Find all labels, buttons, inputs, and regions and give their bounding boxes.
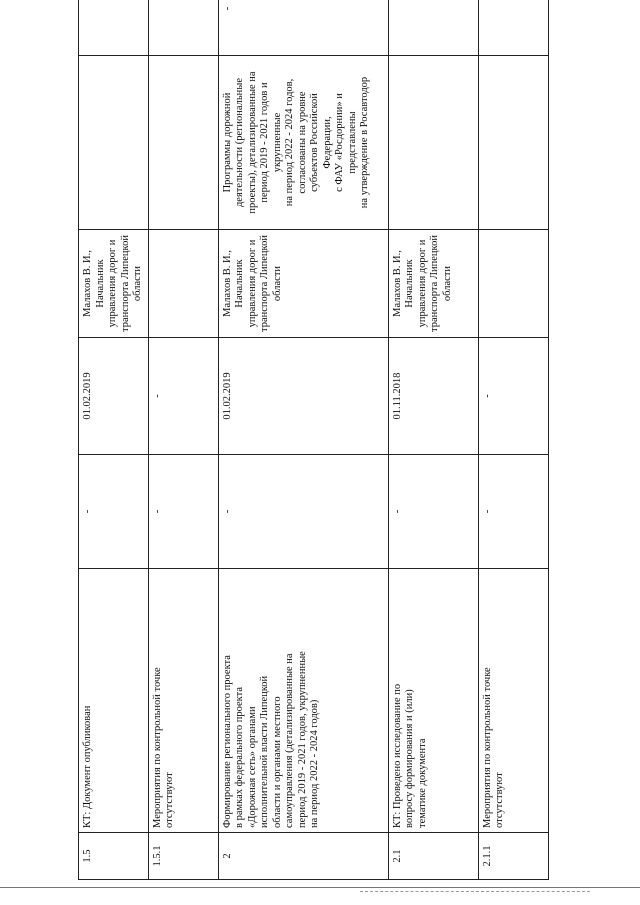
- row-start-date-cell: -: [478, 455, 548, 569]
- result-line: Программы дорожной: [221, 92, 233, 193]
- resp-line: управления дорог и: [246, 239, 258, 328]
- name-line: период 2019 - 2021 годов, укрупненные: [296, 651, 308, 828]
- row-result-cell: [79, 56, 149, 230]
- footer-rule: [0, 887, 640, 888]
- row-check-cell: [388, 0, 478, 56]
- row-end-date-cell: -: [148, 338, 218, 455]
- resp-line: управления дорог и: [107, 239, 118, 328]
- footer-rule-dashed: [360, 891, 590, 892]
- row-result-cell: [148, 56, 218, 230]
- resp-line: Начальник: [94, 259, 106, 308]
- name-line: области и органами местного: [271, 696, 283, 828]
- name-line: КТ: Проведено исследование по: [391, 683, 403, 828]
- resp-line: транспорта Липецкой: [119, 235, 131, 332]
- name-line: в рамках федерального проекта: [234, 686, 245, 828]
- row-start-date-cell: -: [218, 455, 388, 569]
- result-line: Федерации,: [321, 116, 333, 169]
- name-line: Мероприятия по контрольной точке: [151, 667, 163, 828]
- result-line: представлены: [346, 111, 358, 174]
- table-row: [148, 0, 218, 880]
- result-line: согласованы на уровне: [296, 91, 308, 194]
- name-line: на период 2022 - 2024 годов): [309, 699, 320, 828]
- resp-line: управления дорог и: [416, 239, 428, 328]
- row-start-date-cell: -: [388, 455, 478, 569]
- row-responsible-cell: [79, 230, 149, 338]
- row-check-cell: -: [218, 0, 388, 56]
- resp-line: Начальник: [234, 259, 245, 308]
- resp-line: Малахов В. И.,: [221, 250, 233, 317]
- name-line: тематике документа: [416, 738, 428, 828]
- row-responsible-cell: [218, 230, 388, 338]
- result-line: укрупненные: [271, 112, 283, 173]
- plan-table-body: [79, 0, 549, 880]
- table-row: [478, 0, 548, 880]
- name-line: самоуправления (детализированные на: [284, 653, 295, 828]
- result-line: период 2019 - 2021 годов и: [259, 82, 270, 203]
- name-line: Формирование регионального проекта: [221, 655, 233, 828]
- table-row: [79, 0, 149, 880]
- row-end-date-cell: 01.02.2019: [79, 338, 149, 455]
- row-result-cell: [218, 56, 388, 230]
- table-row: [388, 0, 478, 880]
- name-line: отсутствуют: [164, 772, 175, 828]
- row-number-cell: 1.5: [79, 833, 149, 880]
- row-start-date-cell: -: [79, 455, 149, 569]
- row-responsible-cell: [148, 230, 218, 338]
- table-row: [218, 0, 388, 880]
- row-name-cell: [148, 569, 218, 833]
- name-line: исполнительной власти Липецкой: [259, 675, 270, 828]
- resp-line: области: [132, 265, 143, 302]
- name-line: КТ: Документ опубликован: [82, 705, 93, 828]
- result-line: на период 2022 - 2024 годов,: [284, 78, 295, 207]
- resp-line: Начальник: [404, 259, 415, 308]
- row-name-cell: [478, 569, 548, 833]
- row-result-cell: [478, 56, 548, 230]
- row-number-cell: 2.1.1: [478, 833, 548, 880]
- row-result-cell: [388, 56, 478, 230]
- result-line: субъектов Российской: [309, 93, 320, 192]
- row-name-cell: [218, 569, 388, 833]
- resp-line: транспорта Липецкой: [429, 235, 440, 332]
- row-number-cell: 2.1: [388, 833, 478, 880]
- name-line: вопросу формирования и (или): [404, 689, 415, 828]
- resp-line: области: [271, 265, 283, 302]
- resp-line: транспорта Липецкой: [259, 235, 270, 332]
- row-check-cell: [148, 0, 218, 56]
- row-check-cell: [79, 0, 149, 56]
- row-name-cell: [388, 569, 478, 833]
- row-responsible-cell: [388, 230, 478, 338]
- row-number-cell: 2: [218, 833, 388, 880]
- plan-table: [78, 0, 549, 880]
- row-number-cell: 1.5.1: [148, 833, 218, 880]
- rotated-table-wrapper: [78, 6, 585, 880]
- row-responsible-cell: [478, 230, 548, 338]
- result-line: с ФАУ «Росдорнии» и: [334, 93, 345, 192]
- name-line: «Дорожная сеть» органами: [246, 706, 258, 828]
- name-line: отсутствуют: [494, 772, 505, 828]
- result-line: деятельности (региональные: [234, 77, 245, 208]
- row-end-date-cell: 01.02.2019: [218, 338, 388, 455]
- row-name-cell: [79, 569, 149, 833]
- resp-line: Малахов В. И.,: [82, 250, 93, 317]
- row-end-date-cell: -: [478, 338, 548, 455]
- resp-line: Малахов В. И.,: [391, 250, 403, 317]
- row-end-date-cell: 01.11.2018: [388, 338, 478, 455]
- name-line: Мероприятия по контрольной точке: [481, 667, 493, 828]
- result-line: на утверждение в Росавтодор: [359, 76, 370, 209]
- result-line: проекты), детализированные на: [246, 71, 258, 214]
- resp-line: области: [441, 265, 453, 302]
- row-check-cell: [478, 0, 548, 56]
- row-start-date-cell: -: [148, 455, 218, 569]
